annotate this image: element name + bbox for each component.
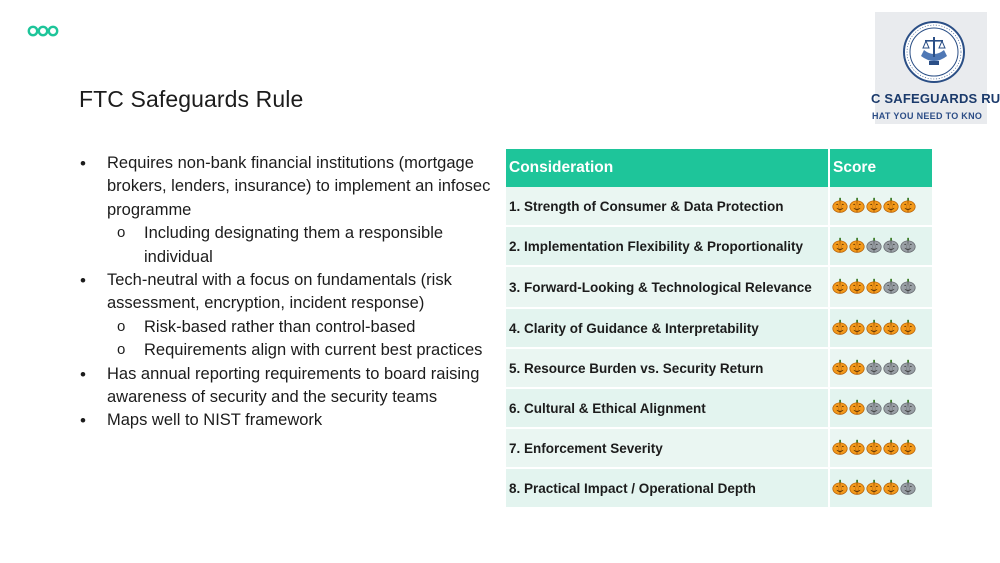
score-cell [829, 187, 932, 226]
score-cell [829, 388, 932, 428]
pumpkin-rating [832, 197, 932, 213]
pumpkin-grey-icon [900, 237, 916, 253]
table-body [506, 187, 932, 508]
brand-logo-icon [27, 24, 59, 38]
pumpkin-icon [900, 197, 916, 213]
pumpkin-icon [883, 479, 899, 495]
bullet-text: Has annual reporting requirements to board raising awareness of security and the security teams [107, 364, 480, 407]
pumpkin-rating [832, 278, 932, 294]
pumpkin-rating [832, 479, 932, 495]
pumpkin-icon [866, 439, 882, 455]
pumpkin-icon [832, 278, 848, 294]
consideration-cell: 4. Clarity of Guidance & Interpretability [506, 308, 829, 348]
table-row [506, 226, 932, 266]
pumpkin-grey-icon [883, 399, 899, 415]
bullet-item [80, 409, 500, 432]
pumpkin-icon [883, 197, 899, 213]
table-row [506, 266, 932, 308]
pumpkin-icon [866, 479, 882, 495]
pumpkin-grey-icon [866, 359, 882, 375]
pumpkin-icon [849, 197, 865, 213]
score-table [506, 149, 932, 509]
score-cell [829, 226, 932, 266]
pumpkin-icon [866, 197, 882, 213]
bullet-text: Requires non-bank financial institutions (mortgage brokers, lenders, insurance) to implement an infosec programme [107, 154, 491, 219]
pumpkin-icon [849, 439, 865, 455]
consideration-cell: 6. Cultural & Ethical Alignment [506, 388, 829, 428]
pumpkin-icon [849, 399, 865, 415]
table-row [506, 187, 932, 226]
pumpkin-icon [849, 237, 865, 253]
table-row [506, 468, 932, 508]
pumpkin-icon [832, 439, 848, 455]
bullet-item [80, 269, 500, 363]
pumpkin-icon [849, 278, 865, 294]
consideration-cell: 3. Forward-Looking & Technological Relevance [506, 266, 829, 308]
pumpkin-icon [832, 359, 848, 375]
consideration-cell: 8. Practical Impact / Operational Depth [506, 468, 829, 508]
pumpkin-rating [832, 319, 932, 335]
score-cell [829, 348, 932, 388]
table-row [506, 388, 932, 428]
consideration-cell: 1. Strength of Consumer & Data Protection [506, 187, 829, 226]
table-row [506, 348, 932, 388]
pumpkin-icon [900, 319, 916, 335]
pumpkin-grey-icon [900, 399, 916, 415]
pumpkin-grey-icon [866, 237, 882, 253]
sub-bullet-item: o Requirements align with current best practices [107, 339, 500, 362]
bullet-list [80, 152, 500, 433]
score-cell [829, 308, 932, 348]
pumpkin-icon [832, 479, 848, 495]
pumpkin-icon [849, 359, 865, 375]
consideration-cell: 5. Resource Burden vs. Security Return [506, 348, 829, 388]
header-consideration: Consideration [506, 149, 829, 187]
bullet-item [80, 363, 500, 410]
pumpkin-grey-icon [900, 278, 916, 294]
pumpkin-grey-icon [883, 237, 899, 253]
pumpkin-icon [883, 439, 899, 455]
pumpkin-icon [849, 319, 865, 335]
ftc-safeguards-thumbnail [871, 12, 1000, 124]
badge-title: C SAFEGUARDS RU [871, 91, 1000, 106]
pumpkin-grey-icon [883, 359, 899, 375]
pumpkin-rating [832, 399, 932, 415]
pumpkin-rating [832, 359, 932, 375]
table-row [506, 428, 932, 468]
pumpkin-grey-icon [900, 479, 916, 495]
pumpkin-grey-icon [900, 359, 916, 375]
sub-bullet-list [107, 316, 500, 363]
pumpkin-grey-icon [883, 278, 899, 294]
pumpkin-icon [883, 319, 899, 335]
sub-bullet-item: o Risk-based rather than control-based [107, 316, 500, 339]
pumpkin-icon [832, 399, 848, 415]
pumpkin-icon [832, 197, 848, 213]
ftc-seal-icon [902, 20, 966, 84]
score-cell [829, 428, 932, 468]
pumpkin-icon [866, 278, 882, 294]
consideration-cell: 7. Enforcement Severity [506, 428, 829, 468]
sub-bullet-list [107, 222, 500, 269]
pumpkin-icon [832, 237, 848, 253]
bullet-text: Maps well to NIST framework [107, 411, 323, 430]
pumpkin-grey-icon [866, 399, 882, 415]
bullet-item [80, 152, 500, 269]
header-score: Score [829, 149, 932, 187]
pumpkin-icon [849, 479, 865, 495]
pumpkin-rating [832, 439, 932, 455]
pumpkin-icon [866, 319, 882, 335]
table-header-row [506, 149, 932, 187]
consideration-cell: 2. Implementation Flexibility & Proportionality [506, 226, 829, 266]
pumpkin-icon [832, 319, 848, 335]
sub-bullet-item: o Including designating them a responsible individual [107, 222, 500, 269]
pumpkin-icon [900, 439, 916, 455]
bullet-text: Tech-neutral with a focus on fundamentals (risk assessment, encryption, incident response) [107, 271, 452, 313]
score-cell [829, 266, 932, 308]
badge-subtitle: HAT YOU NEED TO KNO [872, 111, 983, 121]
score-cell [829, 468, 932, 508]
slide-title: FTC Safeguards Rule [79, 86, 304, 112]
pumpkin-rating [832, 237, 932, 253]
table-row [506, 308, 932, 348]
